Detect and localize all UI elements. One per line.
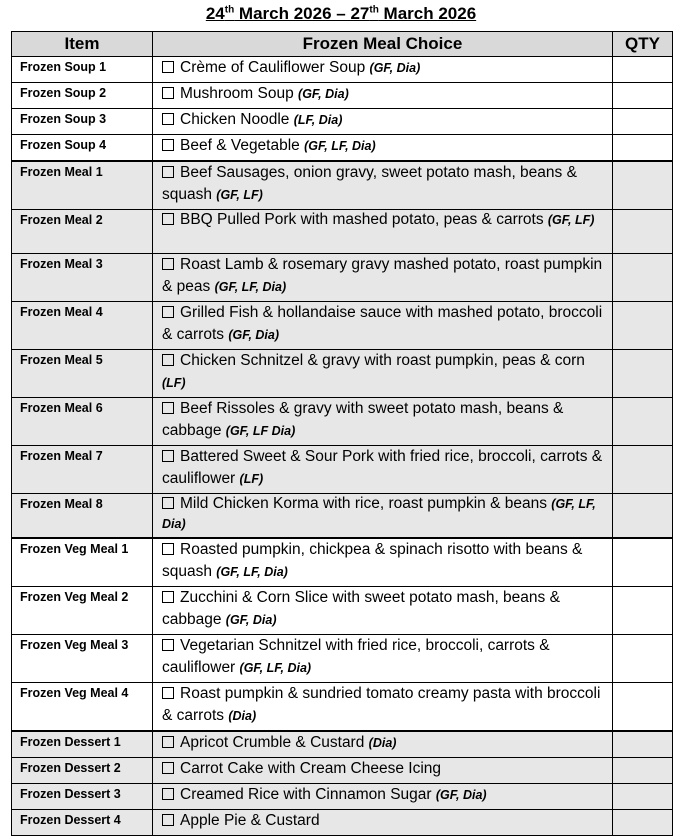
item-label: Frozen Veg Meal 4 (12, 683, 153, 732)
meal-checkbox[interactable] (162, 762, 174, 774)
meal-choice-cell (153, 538, 613, 587)
table-row (12, 784, 673, 810)
qty-input-cell[interactable] (613, 109, 673, 135)
meal-checkbox[interactable] (162, 687, 174, 699)
meal-choice-cell (153, 350, 613, 398)
meal-description: Apple Pie & Custard (180, 812, 320, 829)
meal-checkbox[interactable] (162, 113, 174, 125)
qty-input-cell[interactable] (613, 683, 673, 732)
menu-date-range-title: 24th March 2026 – 27th March 2026 (205, 4, 477, 23)
table-row (12, 587, 673, 635)
dietary-tags: (Dia) (228, 709, 257, 723)
meal-description: BBQ Pulled Pork with mashed potato, peas & carrots (180, 211, 544, 228)
meal-description: Creamed Rice with Cinnamon Sugar (180, 786, 432, 803)
dietary-tags: (GF, Dia) (435, 788, 487, 802)
meal-checkbox[interactable] (162, 736, 174, 748)
item-label: Frozen Meal 6 (12, 398, 153, 446)
meal-checkbox[interactable] (162, 402, 174, 414)
item-label: Frozen Veg Meal 3 (12, 635, 153, 683)
meal-description: Apricot Crumble & Custard (180, 734, 365, 751)
table-row (12, 538, 673, 587)
meal-choice-cell (153, 587, 613, 635)
table-row (12, 57, 673, 83)
item-label: Frozen Dessert 2 (12, 758, 153, 784)
dietary-tags: (GF, LF, Dia) (216, 565, 288, 579)
qty-input-cell[interactable] (613, 135, 673, 162)
table-header-row (12, 32, 673, 57)
item-label: Frozen Dessert 3 (12, 784, 153, 810)
table-row (12, 83, 673, 109)
dietary-tags: (GF, Dia) (369, 61, 421, 75)
dietary-tags: (GF, LF, Dia) (214, 280, 287, 294)
item-label: Frozen Veg Meal 1 (12, 538, 153, 587)
dietary-tags: (Dia) (368, 736, 397, 750)
table-row (12, 109, 673, 135)
dietary-tags: (GF, Dia) (228, 328, 280, 342)
meal-description: Grilled Fish & hollandaise sauce with mashed potato, broccoli & carrots (162, 304, 603, 343)
item-label: Frozen Meal 7 (12, 446, 153, 494)
table-row (12, 494, 673, 539)
meal-choice-cell (153, 731, 613, 758)
meal-description: Mushroom Soup (180, 85, 294, 102)
meal-description: Crème of Cauliflower Soup (180, 59, 366, 76)
meal-checkbox[interactable] (162, 450, 174, 462)
meal-choice-cell (153, 210, 613, 254)
table-row (12, 302, 673, 350)
meal-choice-cell (153, 758, 613, 784)
meal-checkbox[interactable] (162, 61, 174, 73)
meal-checkbox[interactable] (162, 258, 174, 270)
table-row (12, 161, 673, 210)
dietary-tags: (GF, LF, Dia) (239, 661, 312, 675)
table-row (12, 350, 673, 398)
item-label: Frozen Meal 5 (12, 350, 153, 398)
meal-description: Chicken Schnitzel & gravy with roast pumpkin, peas & corn (180, 352, 585, 369)
dietary-tags: (LF) (162, 376, 186, 390)
qty-input-cell[interactable] (613, 302, 673, 350)
dietary-tags: (LF, Dia) (293, 113, 343, 127)
qty-input-cell[interactable] (613, 538, 673, 587)
meal-checkbox[interactable] (162, 139, 174, 151)
meal-choice-cell (153, 683, 613, 732)
table-row (12, 135, 673, 162)
meal-choice-cell (153, 446, 613, 494)
meal-choice-cell (153, 302, 613, 350)
meal-description: Roast pumpkin & sundried tomato creamy pasta with broccoli & carrots (162, 685, 601, 724)
item-label: Frozen Meal 4 (12, 302, 153, 350)
meal-description: Battered Sweet & Sour Pork with fried rice, broccoli, carrots & cauliflower (162, 448, 603, 487)
table-row (12, 398, 673, 446)
meal-description: Carrot Cake with Cream Cheese Icing (180, 760, 442, 777)
qty-input-cell[interactable] (613, 784, 673, 810)
item-label: Frozen Meal 1 (12, 161, 153, 210)
meal-choice-cell (153, 57, 613, 83)
meal-choice-cell (153, 784, 613, 810)
meal-checkbox[interactable] (162, 306, 174, 318)
dietary-tags: (LF) (239, 472, 264, 486)
qty-input-cell[interactable] (613, 350, 673, 398)
meal-checkbox[interactable] (162, 497, 174, 509)
table-row (12, 635, 673, 683)
table-row (12, 210, 673, 254)
meal-description: Beef Rissoles & gravy with sweet potato mash, beans & cabbage (162, 400, 564, 439)
qty-input-cell[interactable] (613, 446, 673, 494)
item-label: Frozen Soup 4 (12, 135, 153, 162)
item-label: Frozen Meal 2 (12, 210, 153, 254)
item-label: Frozen Soup 1 (12, 57, 153, 83)
qty-input-cell[interactable] (613, 161, 673, 210)
qty-input-cell[interactable] (613, 635, 673, 683)
qty-input-cell[interactable] (613, 83, 673, 109)
meal-checkbox[interactable] (162, 591, 174, 603)
meal-description: Roasted pumpkin, chickpea & spinach risotto with beans & squash (162, 541, 583, 580)
item-label: Frozen Veg Meal 2 (12, 587, 153, 635)
meal-choice-cell (153, 635, 613, 683)
meal-checkbox[interactable] (162, 543, 174, 555)
dietary-tags: (GF, Dia) (298, 87, 349, 101)
item-label: Frozen Dessert 4 (12, 810, 153, 836)
table-row (12, 254, 673, 302)
meal-description: Roast Lamb & rosemary gravy mashed potato, roast pumpkin & peas (162, 256, 603, 295)
qty-input-cell[interactable] (613, 758, 673, 784)
dietary-tags: (GF, LF Dia) (225, 424, 296, 438)
meal-checkbox[interactable] (162, 788, 174, 800)
meal-description: Beef & Vegetable (180, 137, 300, 154)
meal-choice-cell (153, 83, 613, 109)
table-row (12, 683, 673, 732)
item-label: Frozen Meal 3 (12, 254, 153, 302)
dietary-tags: (GF, Dia) (225, 613, 277, 627)
item-label: Frozen Dessert 1 (12, 731, 153, 758)
frozen-meal-order-table (11, 31, 673, 836)
meal-checkbox[interactable] (162, 213, 174, 225)
meal-checkbox[interactable] (162, 87, 174, 99)
meal-checkbox[interactable] (162, 166, 174, 178)
qty-input-cell[interactable] (613, 494, 673, 539)
meal-description: Chicken Noodle (180, 111, 290, 128)
qty-input-cell[interactable] (613, 398, 673, 446)
table-row (12, 446, 673, 494)
table-row (12, 731, 673, 758)
item-label: Frozen Soup 3 (12, 109, 153, 135)
qty-column-header: QTY (613, 32, 673, 57)
qty-input-cell[interactable] (613, 731, 673, 758)
meal-choice-cell (153, 161, 613, 210)
meal-choice-cell (153, 135, 613, 162)
item-label: Frozen Meal 8 (12, 494, 153, 539)
meal-description: Beef Sausages, onion gravy, sweet potato mash, beans & squash (162, 164, 577, 203)
meal-checkbox[interactable] (162, 354, 174, 366)
choice-column-header: Frozen Meal Choice (153, 32, 613, 57)
meal-choice-cell (153, 109, 613, 135)
qty-input-cell[interactable] (613, 57, 673, 83)
table-row (12, 810, 673, 836)
meal-choice-cell (153, 494, 613, 539)
meal-choice-cell (153, 398, 613, 446)
meal-choice-cell (153, 254, 613, 302)
dietary-tags: (GF, LF) (547, 213, 595, 227)
meal-description: Vegetarian Schnitzel with fried rice, broccoli, carrots & cauliflower (162, 637, 550, 676)
item-column-header: Item (12, 32, 153, 57)
meal-choice-cell (153, 810, 613, 836)
meal-description: Mild Chicken Korma with rice, roast pumpkin & beans (180, 495, 547, 512)
dietary-tags: (GF, LF, Dia) (162, 497, 596, 531)
qty-input-cell[interactable] (613, 210, 673, 254)
dietary-tags: (GF, LF, Dia) (304, 139, 376, 153)
table-row (12, 758, 673, 784)
item-label: Frozen Soup 2 (12, 83, 153, 109)
meal-checkbox[interactable] (162, 639, 174, 651)
dietary-tags: (GF, LF) (216, 188, 263, 202)
qty-input-cell[interactable] (613, 254, 673, 302)
qty-input-cell[interactable] (613, 810, 673, 836)
meal-description: Zucchini & Corn Slice with sweet potato mash, beans & cabbage (162, 589, 560, 628)
meal-checkbox[interactable] (162, 814, 174, 826)
qty-input-cell[interactable] (613, 587, 673, 635)
